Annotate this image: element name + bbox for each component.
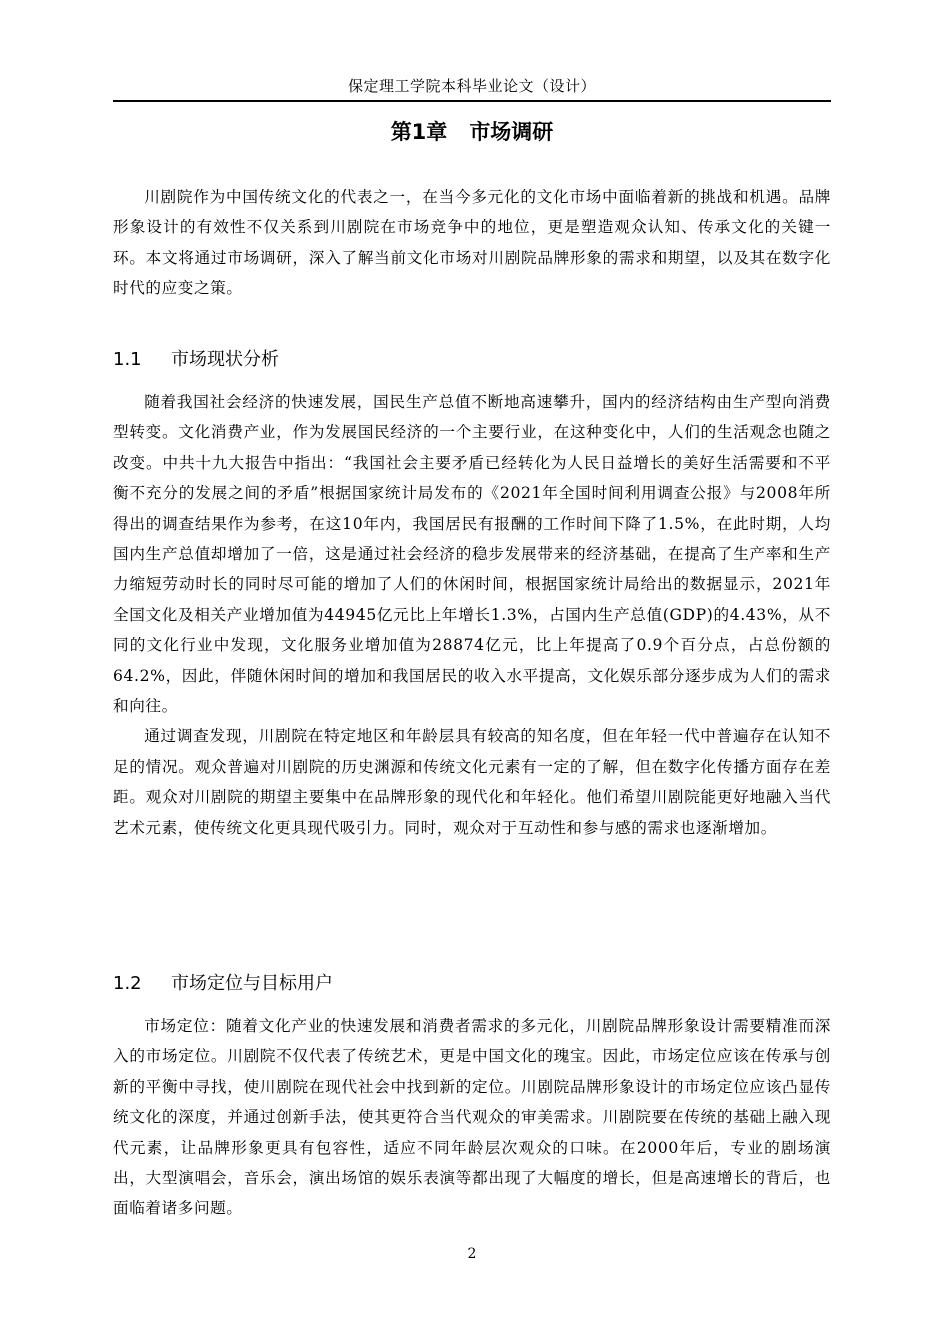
- section-1-1-body: [113, 387, 831, 843]
- section-name: 市场现状分析: [171, 349, 279, 370]
- section-heading-1-2: [113, 970, 831, 998]
- chapter-title: [113, 117, 831, 147]
- intro-block: [113, 182, 831, 304]
- body-paragraph: 通过调查发现，川剧院在特定地区和年龄层具有较高的知名度，但在年轻一代中普遍存在认知不足的情况。观众普遍对川剧院的历史渊源和传统文化元素有一定的了解，但在数字化传播方面存在差距。观众对川剧院的期望主要集中在品牌形象的现代化和年轻化。他们希望川剧院能更好地融入当代艺术元素，使传统文化更具现代吸引力。同时，观众对于互动性和参与感的需求也逐渐增加。: [113, 727, 831, 837]
- section-1-2-body: [113, 1011, 831, 1224]
- section-number: 1.2: [113, 973, 142, 994]
- section-heading-1-1: [113, 346, 831, 374]
- chapter-name: 市场调研: [469, 120, 554, 144]
- body-paragraph: 市场定位：随着文化产业的快速发展和消费者需求的多元化，川剧院品牌形象设计需要精准而深入的市场定位。川剧院不仅代表了传统艺术，更是中国文化的瑰宝。因此，市场定位应该在传承与创新的平衡中寻找，使川剧院在现代社会中找到新的定位。川剧院品牌形象设计的市场定位应该凸显传统文化的深度，并通过创新手法，使其更符合当代观众的审美需求。川剧院要在传统的基础上融入现代元素，让品牌形象更具有包容性，适应不同年龄层次观众的口味。在2000年后，专业的剧场演出，大型演唱会，音乐会，演出场馆的娱乐表演等都出现了大幅度的增长，但是高速增长的背后，也面临着诸多问题。: [113, 1017, 831, 1218]
- running-header: 保定理工学院本科毕业论文（设计）: [347, 77, 596, 95]
- section-number: 1.1: [113, 349, 142, 370]
- body-paragraph: 随着我国社会经济的快速发展，国民生产总值不断地高速攀升，国内的经济结构由生产型向消费型转变。文化消费产业，作为发展国民经济的一个主要行业，在这种变化中，人们的生活观念也随之改变。中共十九大报告中指出：“我国社会主要矛盾已经转化为人民日益增长的美好生活需要和不平衡不充分的发展之间的矛盾”根据国家统计局发布的《2021年全国时间利用调查公报》与2008年所得出的调查结果作为参考，在这10年内，我国居民有报酬的工作时间下降了1.5%，在此时期，人均国内生产总值却增加了一倍，这是通过社会经济的稳步发展带来的经济基础，在提高了生产率和生产力缩短劳动时长的同时尽可能的增加了人们的休闲时间，根据国家统计局给出的数据显示，2021年全国文化及相关产业增加值为44945亿元比上年增长1.3%，占国内生产总值(GDP)的4.43%，从不同的文化行业中发现，文化服务业增加值为28874亿元，比上年提高了0.9个百分点，占总份额的64.2%，因此，伴随休闲时间的增加和我国居民的收入水平提高，文化娱乐部分逐步成为人们的需求和向往。: [113, 393, 831, 716]
- chapter-number: 第1章: [390, 120, 448, 144]
- page-number: 2: [467, 1246, 477, 1262]
- header-rule: [113, 100, 831, 102]
- intro-paragraph: 川剧院作为中国传统文化的代表之一，在当今多元化的文化市场中面临着新的挑战和机遇。品牌形象设计的有效性不仅关系到川剧院在市场竞争中的地位，更是塑造观众认知、传承文化的关键一环。本文将通过市场调研，深入了解当前文化市场对川剧院品牌形象的需求和期望，以及其在数字化时代的应变之策。: [113, 188, 831, 298]
- section-name: 市场定位与目标用户: [171, 973, 333, 994]
